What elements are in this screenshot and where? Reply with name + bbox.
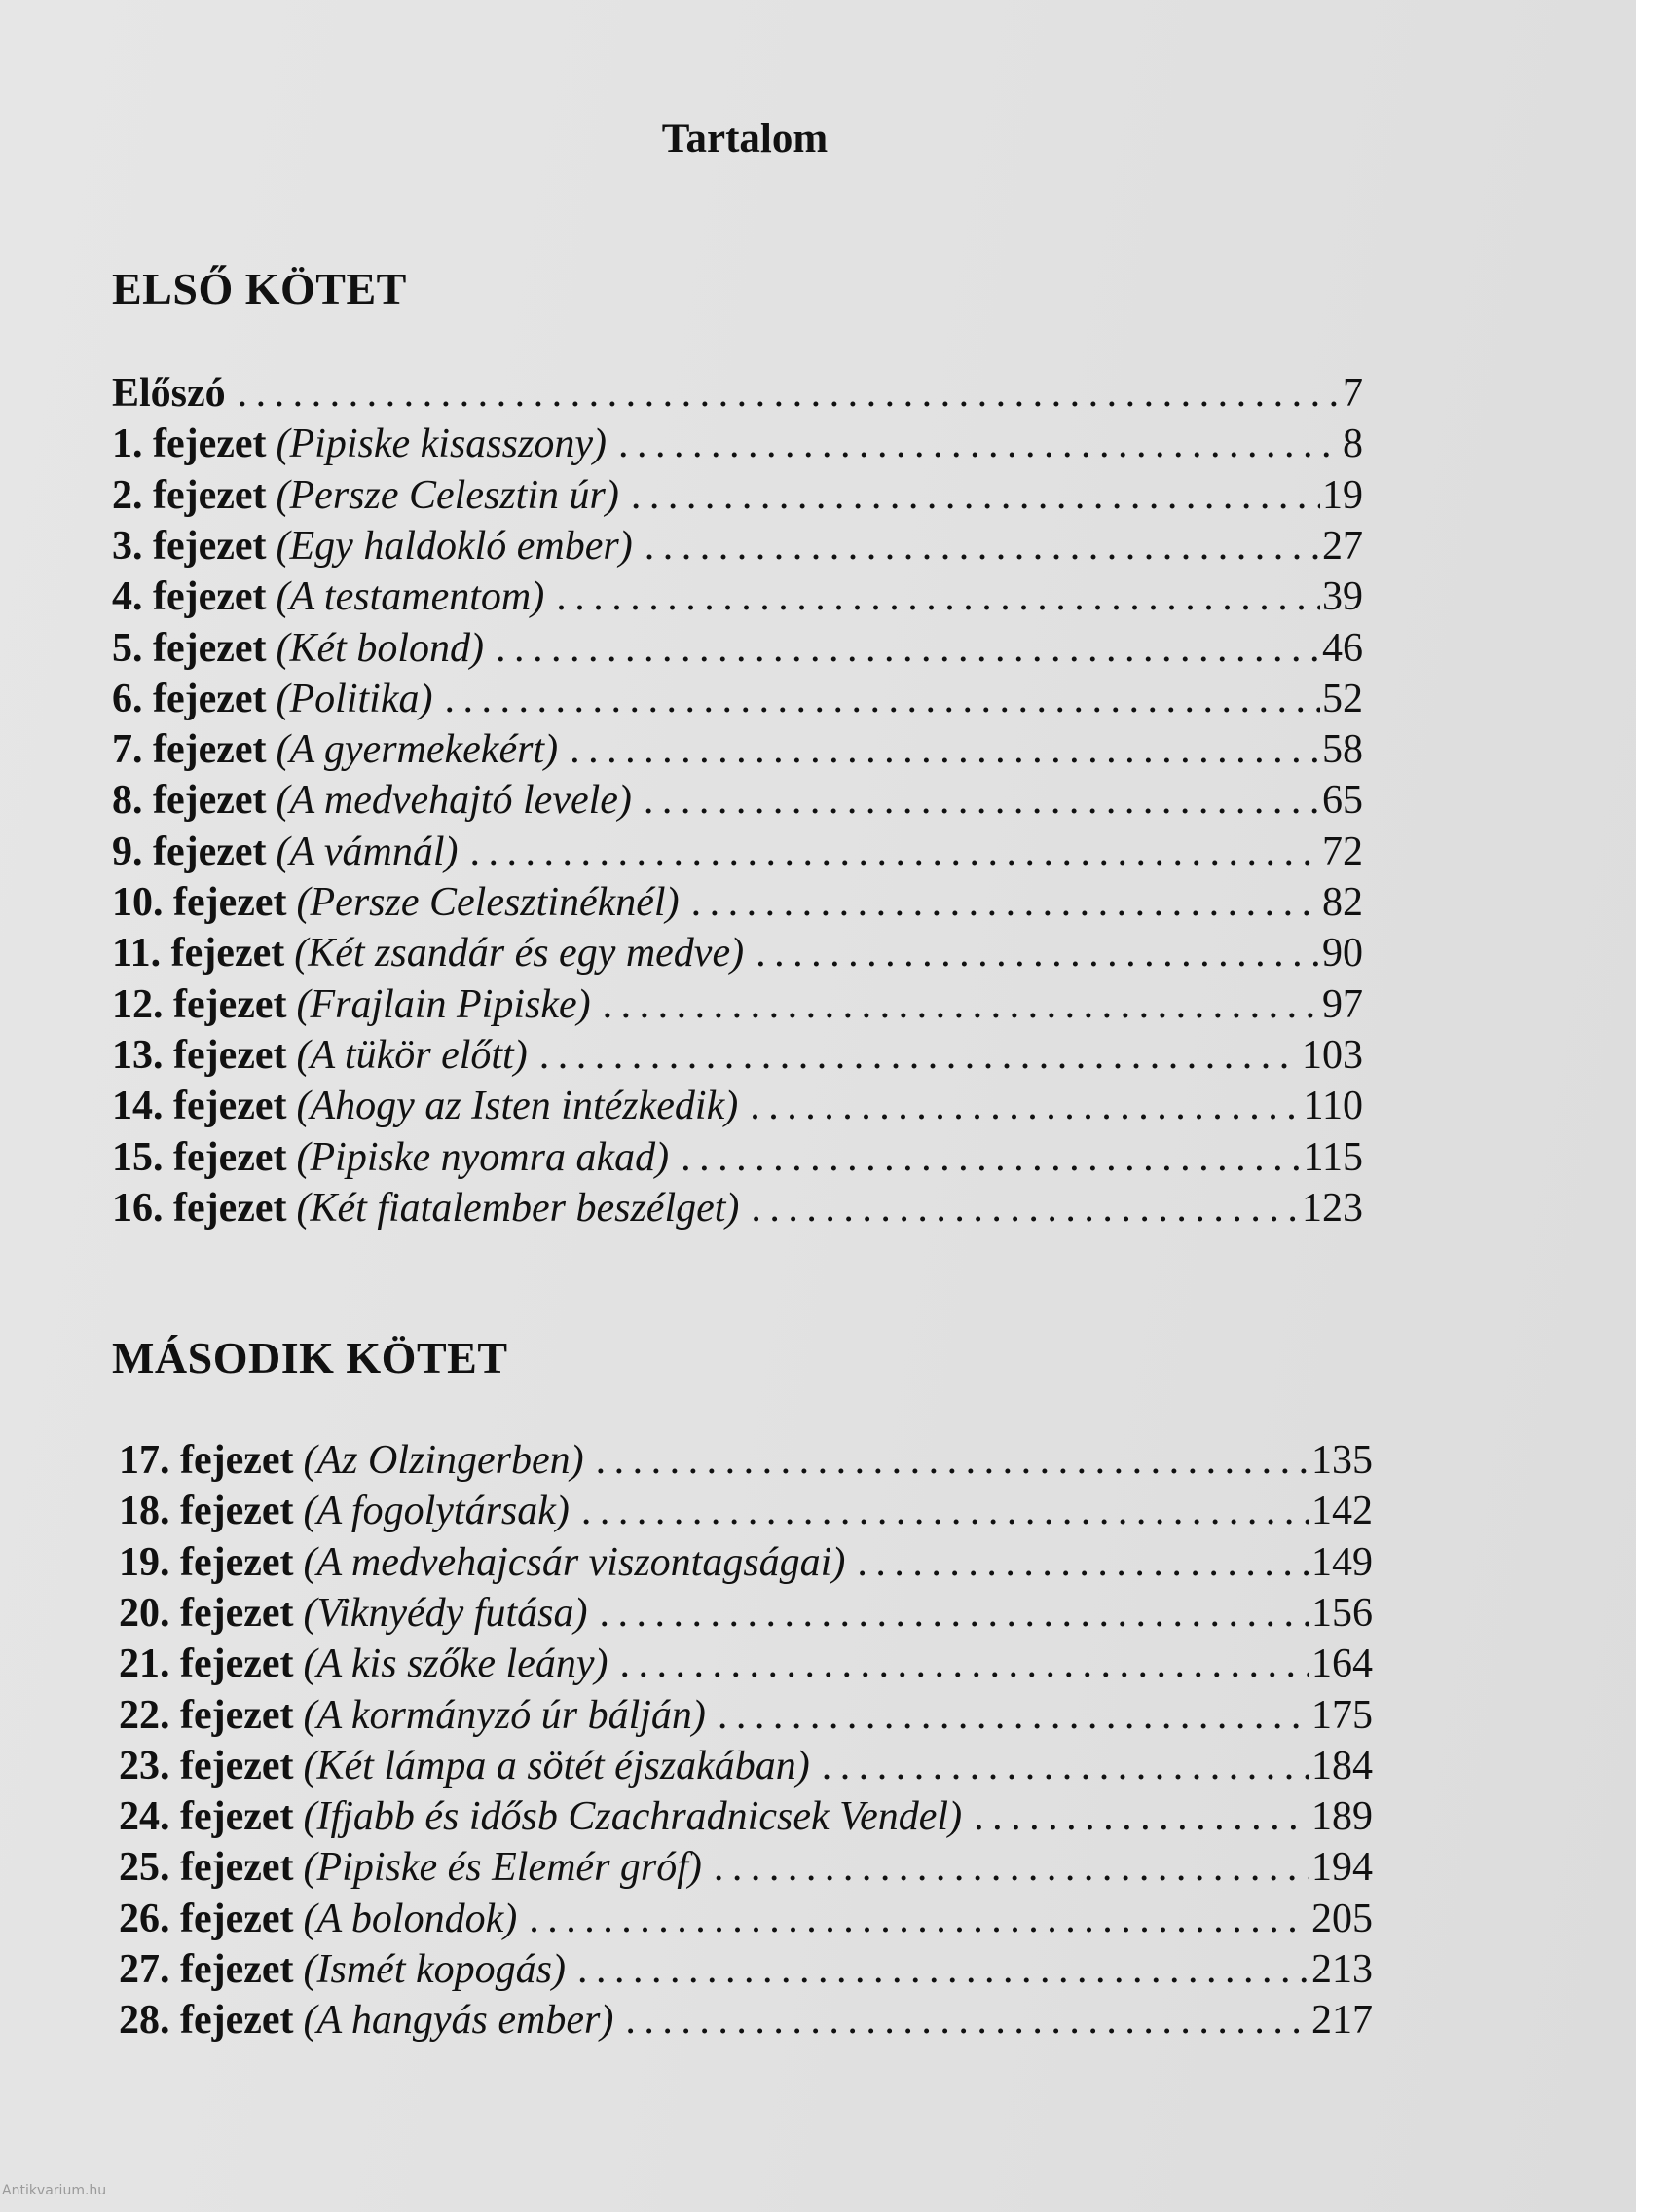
chapter-title: (A fogolytársak)	[303, 1489, 570, 1534]
chapter-title: (A testamentom)	[276, 574, 545, 620]
toc-entry	[119, 1537, 1373, 1588]
chapter-number: 27. fejezet	[119, 1947, 294, 1992]
chapter-title: (Persze Celesztinéknél)	[296, 880, 680, 925]
dot-leader	[238, 368, 1341, 419]
chapter-number: 8. fejezet	[112, 778, 267, 824]
page-number: 205	[1311, 1896, 1373, 1941]
chapter-title: (Frajlain Pipiske)	[296, 981, 591, 1027]
chapter-title: (Pipiske nyomra akad)	[296, 1134, 670, 1180]
chapter-title: (Persze Celesztin úr)	[276, 472, 619, 518]
chapter-number: 28. fejezet	[119, 1998, 294, 2044]
toc-entry	[112, 775, 1363, 826]
dot-leader	[714, 1842, 1309, 1893]
toc-entry	[112, 674, 1363, 724]
chapter-number: 18. fejezet	[119, 1489, 294, 1534]
chapter-number: 23. fejezet	[119, 1743, 294, 1788]
toc-entry	[112, 1183, 1363, 1234]
volume-2-heading: MÁSODIK KÖTET	[112, 1333, 508, 1382]
dot-leader	[444, 674, 1320, 724]
dot-leader	[570, 724, 1320, 775]
chapter-title: (Viknyédy futása)	[303, 1590, 588, 1636]
page-number: 217	[1311, 1998, 1373, 2044]
chapter-title: (A hangyás ember)	[303, 1998, 614, 2044]
chapter-number: 3. fejezet	[112, 523, 267, 569]
page-number: 103	[1302, 1032, 1363, 1078]
chapter-number: Előszó	[112, 371, 226, 416]
chapter-title: (Az Olzingerben)	[303, 1438, 584, 1483]
chapter-number: 4. fejezet	[112, 574, 267, 620]
chapter-title: (A kormányzó úr bálján)	[303, 1692, 706, 1738]
dot-leader	[751, 1183, 1300, 1234]
chapter-title: (A gyermekekért)	[276, 727, 559, 773]
dot-leader	[581, 1486, 1309, 1536]
page-number: 110	[1303, 1084, 1363, 1129]
toc-entry	[119, 1791, 1373, 1842]
toc-entry	[119, 1639, 1373, 1689]
chapter-number: 17. fejezet	[119, 1438, 294, 1483]
dot-leader	[599, 1588, 1309, 1639]
page-number: 123	[1302, 1185, 1363, 1231]
chapter-number: 11. fejezet	[112, 931, 285, 977]
chapter-number: 13. fejezet	[112, 1032, 287, 1078]
toc-entry	[119, 1842, 1373, 1893]
toc-entry	[119, 1435, 1373, 1486]
chapter-number: 6. fejezet	[112, 676, 267, 721]
toc-entry	[119, 1690, 1373, 1741]
dot-leader	[596, 1435, 1309, 1486]
dot-leader	[625, 1995, 1309, 2046]
chapter-number: 5. fejezet	[112, 625, 267, 671]
dot-leader	[577, 1944, 1309, 1995]
toc-entry	[112, 928, 1363, 978]
page-number: 115	[1303, 1134, 1363, 1180]
page-number: 164	[1311, 1641, 1373, 1687]
dot-leader	[529, 1894, 1309, 1944]
dot-leader	[619, 1639, 1309, 1689]
toc-entry	[119, 1741, 1373, 1791]
toc-entry	[112, 1132, 1363, 1183]
dot-leader	[718, 1690, 1309, 1741]
page-number: 27	[1322, 523, 1363, 569]
page-number: 184	[1311, 1743, 1373, 1788]
page-number: 149	[1311, 1539, 1373, 1585]
page-number: 175	[1311, 1692, 1373, 1738]
chapter-title: (Két fiatalember beszélget)	[296, 1185, 740, 1231]
dot-leader	[539, 1030, 1300, 1081]
chapter-number: 2. fejezet	[112, 472, 267, 518]
page-number: 90	[1322, 931, 1363, 977]
chapter-number: 24. fejezet	[119, 1794, 294, 1840]
page-number: 156	[1311, 1590, 1373, 1636]
toc-entry	[112, 979, 1363, 1030]
dot-leader	[691, 877, 1320, 928]
toc-entry	[112, 571, 1363, 622]
chapter-number: 20. fejezet	[119, 1590, 294, 1636]
dot-leader	[603, 979, 1320, 1030]
page-number: 82	[1322, 880, 1363, 925]
chapter-number: 14. fejezet	[112, 1084, 287, 1129]
chapter-title: (Politika)	[276, 676, 433, 721]
page-number: 19	[1322, 472, 1363, 518]
chapter-title: (A kis szőke leány)	[303, 1641, 608, 1687]
toc-entry	[119, 1995, 1373, 2046]
page-number: 194	[1311, 1845, 1373, 1891]
toc-entry	[112, 877, 1363, 928]
dot-leader	[618, 419, 1341, 469]
chapter-number: 15. fejezet	[112, 1134, 287, 1180]
page-number: 58	[1322, 727, 1363, 773]
chapter-number: 16. fejezet	[112, 1185, 287, 1231]
watermark: Antikvarium.hu	[2, 2183, 107, 2198]
chapter-number: 19. fejezet	[119, 1539, 294, 1585]
toc-entry	[119, 1894, 1373, 1944]
chapter-number: 25. fejezet	[119, 1845, 294, 1891]
chapter-title: (A bolondok)	[303, 1896, 518, 1941]
page-number: 52	[1322, 676, 1363, 721]
chapter-number: 21. fejezet	[119, 1641, 294, 1687]
toc-entry	[112, 470, 1363, 521]
toc-entry	[112, 368, 1363, 419]
toc-entry	[119, 1588, 1373, 1639]
page-number: 213	[1311, 1947, 1373, 1992]
dot-leader	[750, 1081, 1301, 1131]
chapter-title: (A tükör előtt)	[296, 1032, 528, 1078]
page-number: 7	[1343, 371, 1363, 416]
chapter-number: 7. fejezet	[112, 727, 267, 773]
chapter-title: (Ahogy az Isten intézkedik)	[296, 1084, 739, 1129]
dot-leader	[681, 1132, 1301, 1183]
chapter-number: 26. fejezet	[119, 1896, 294, 1941]
chapter-title: (A medvehajcsár viszontagságai)	[303, 1539, 846, 1585]
chapter-title: (Két zsandár és egy medve)	[294, 931, 745, 977]
volume-1-heading: ELSŐ KÖTET	[112, 264, 407, 313]
page-number: 135	[1311, 1438, 1373, 1483]
chapter-number: 22. fejezet	[119, 1692, 294, 1738]
page-title: Tartalom	[661, 116, 829, 162]
toc-entry	[112, 521, 1363, 571]
chapter-title: (A vámnál)	[276, 829, 459, 874]
page-number: 142	[1311, 1489, 1373, 1534]
page-number: 39	[1322, 574, 1363, 620]
page-number: 189	[1311, 1794, 1373, 1840]
toc-entry	[112, 623, 1363, 674]
dot-leader	[470, 827, 1320, 877]
chapter-title: (Pipiske kisasszony)	[276, 422, 607, 467]
dot-leader	[756, 928, 1320, 978]
dot-leader	[556, 571, 1320, 622]
chapter-number: 9. fejezet	[112, 829, 267, 874]
dot-leader	[644, 775, 1320, 826]
chapter-title: (Egy haldokló ember)	[276, 523, 633, 569]
toc-entry	[112, 419, 1363, 469]
dot-leader	[645, 521, 1320, 571]
chapter-title: (Két lámpa a sötét éjszakában)	[303, 1743, 810, 1788]
page-number: 65	[1322, 778, 1363, 824]
toc-entry	[119, 1944, 1373, 1995]
toc-entry	[112, 724, 1363, 775]
chapter-number: 10. fejezet	[112, 880, 287, 925]
page-number: 97	[1322, 981, 1363, 1027]
chapter-number: 12. fejezet	[112, 981, 287, 1027]
dot-leader	[631, 470, 1320, 521]
chapter-title: (A medvehajtó levele)	[276, 778, 632, 824]
toc-entry	[112, 1030, 1363, 1081]
page-number: 72	[1322, 829, 1363, 874]
dot-leader	[857, 1537, 1309, 1588]
dot-leader	[974, 1791, 1309, 1842]
page-number: 46	[1322, 625, 1363, 671]
chapter-title: (Pipiske és Elemér gróf)	[303, 1845, 702, 1891]
chapter-title: (Két bolond)	[276, 625, 484, 671]
toc-entry	[112, 827, 1363, 877]
toc-entry	[112, 1081, 1363, 1131]
chapter-title: (Ifjabb és idősb Czachradnicsek Vendel)	[303, 1794, 963, 1840]
toc-entry	[119, 1486, 1373, 1536]
chapter-number: 1. fejezet	[112, 422, 267, 467]
dot-leader	[822, 1741, 1309, 1791]
page-number: 8	[1343, 422, 1363, 467]
chapter-title: (Ismét kopogás)	[303, 1947, 566, 1992]
dot-leader	[496, 623, 1320, 674]
